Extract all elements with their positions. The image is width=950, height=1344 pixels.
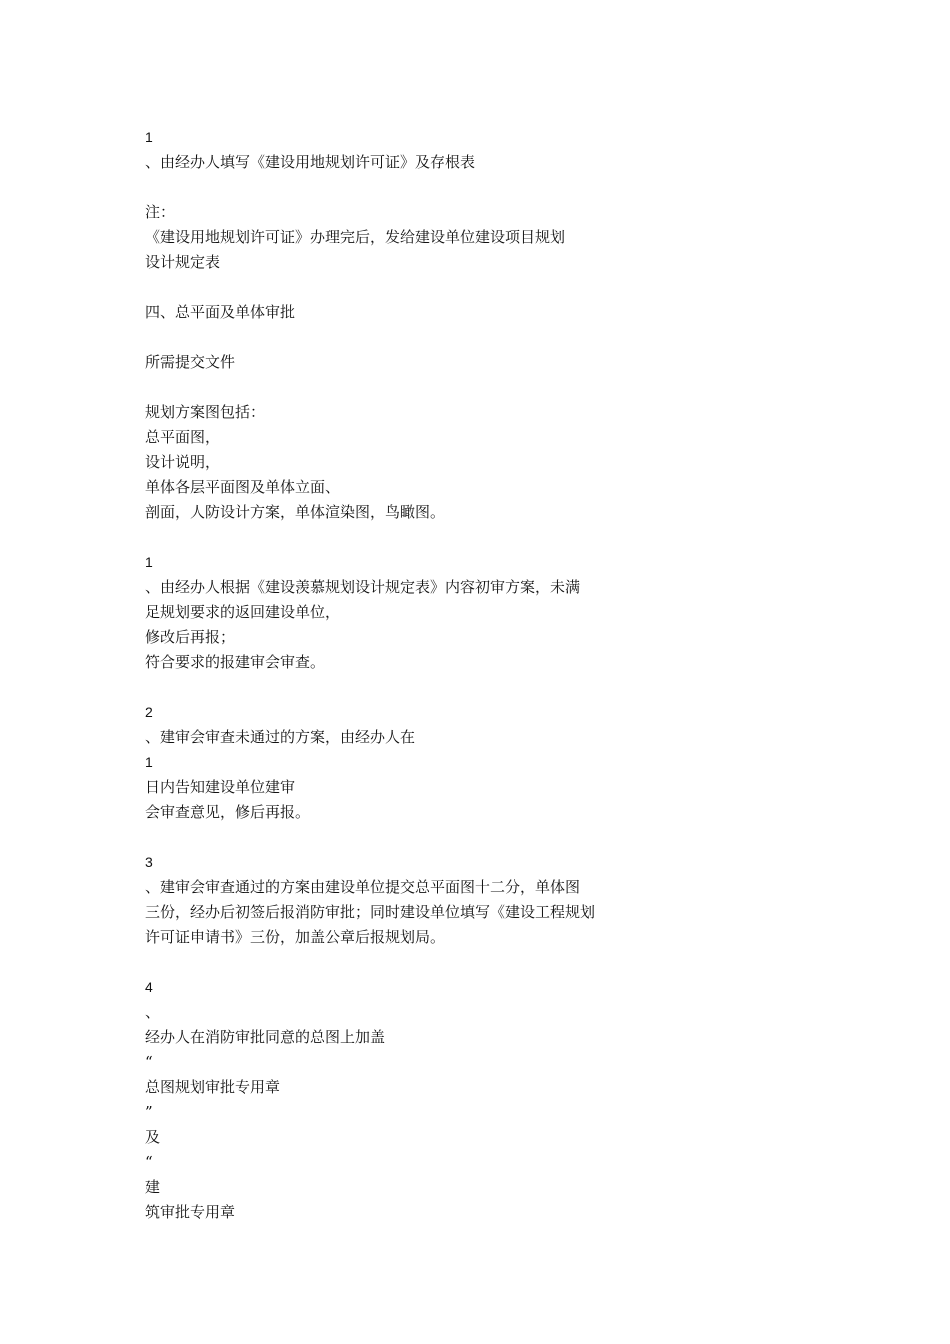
blank-line — [145, 175, 765, 200]
text-line: 设计说明， — [145, 453, 221, 471]
blank-line — [145, 675, 765, 700]
blank-line — [145, 825, 765, 850]
document-page — [145, 125, 765, 1225]
text-line: 筑审批专用章 — [145, 1203, 236, 1221]
text-line: 单体各层平面图及单体立面、 — [145, 478, 341, 496]
blank-line — [145, 525, 765, 550]
text-line: 足规划要求的返回建设单位， — [145, 603, 341, 621]
text-line: 许可证申请书》三份，加盖公章后报规划局。 — [145, 928, 446, 946]
blank-line — [145, 275, 765, 300]
inline-number: 1 — [145, 754, 153, 770]
text-line: 、建审会审查通过的方案由建设单位提交总平面图十二分，单体图 — [145, 878, 581, 896]
list-number: 4 — [145, 979, 153, 995]
text-line: 剖面，人防设计方案，单体渲染图，鸟瞰图。 — [145, 503, 446, 521]
blank-line — [145, 325, 765, 350]
text-line: 经办人在消防审批同意的总图上加盖 — [145, 1028, 386, 1046]
text-line: 、 — [145, 1003, 161, 1021]
list-number: 1 — [145, 129, 153, 145]
quote-mark: ” — [145, 1103, 153, 1121]
text-line: 规划方案图包括： — [145, 403, 266, 421]
text-line: 《建设用地规划许可证》办理完后，发给建设单位建设项目规划 — [145, 228, 566, 246]
text-line: 、由经办人根据《建设羡慕规划设计规定表》内容初审方案，未满 — [145, 578, 581, 596]
blank-line — [145, 950, 765, 975]
note-label: 注： — [145, 203, 176, 221]
blank-line — [145, 375, 765, 400]
text-line: 设计规定表 — [145, 253, 221, 271]
text-line: 会审查意见，修后再报。 — [145, 803, 311, 821]
subheading: 所需提交文件 — [145, 353, 236, 371]
text-line: 三份，经办后初签后报消防审批；同时建设单位填写《建设工程规划 — [145, 903, 596, 921]
list-number: 3 — [145, 854, 153, 870]
list-number: 1 — [145, 554, 153, 570]
text-line: 符合要求的报建审会审查。 — [145, 653, 326, 671]
text-line: 、由经办人填写《建设用地规划许可证》及存根表 — [145, 153, 476, 171]
text-line: 、建审会审查未通过的方案，由经办人在 — [145, 728, 416, 746]
section-heading: 四、总平面及单体审批 — [145, 303, 296, 321]
text-line: 及 — [145, 1128, 161, 1146]
text-line: 总图规划审批专用章 — [145, 1078, 281, 1096]
text-line: 日内告知建设单位建审 — [145, 778, 296, 796]
list-number: 2 — [145, 704, 153, 720]
quote-mark: “ — [145, 1053, 153, 1071]
text-line: 总平面图， — [145, 428, 221, 446]
text-line: 修改后再报； — [145, 628, 236, 646]
text-line: 建 — [145, 1178, 161, 1196]
quote-mark: “ — [145, 1153, 153, 1171]
